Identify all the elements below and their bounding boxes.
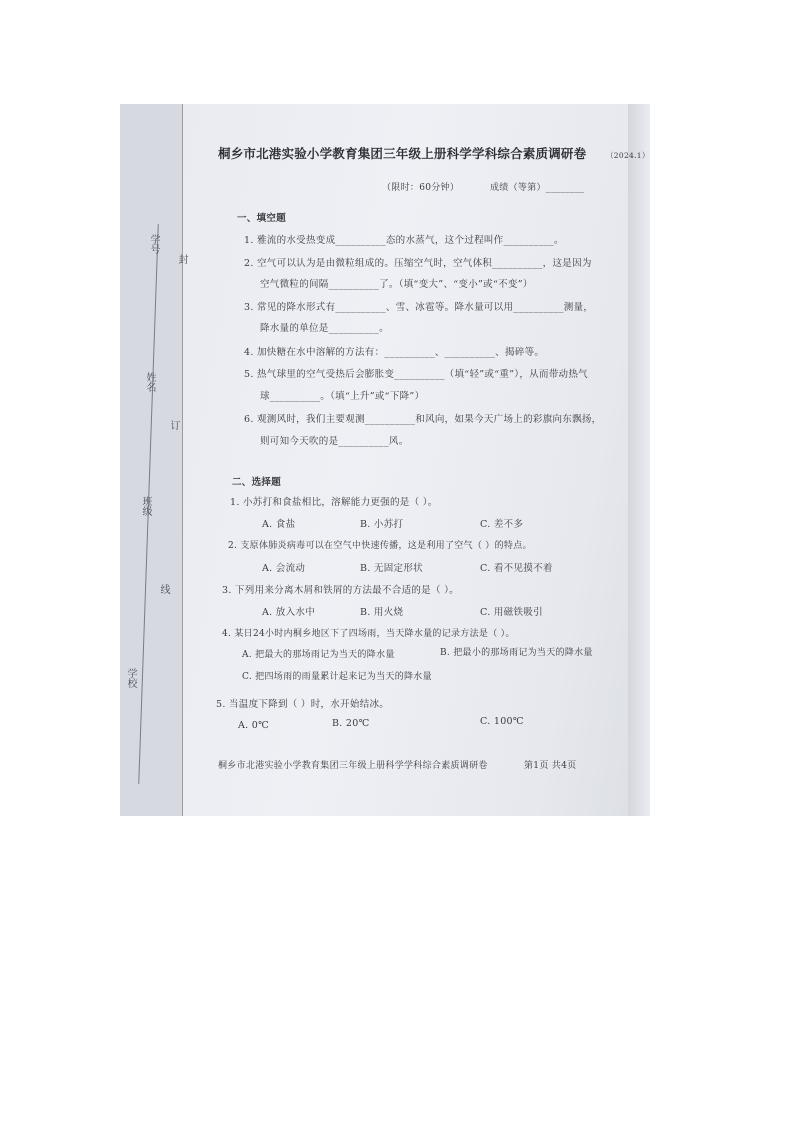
page-number: 第1页 共4页	[524, 761, 577, 771]
label-name: 姓名	[144, 372, 155, 392]
q5-option-a: A. 0℃	[238, 720, 270, 731]
exam-title: 桐乡市北港实验小学教育集团三年级上册科学学科综合素质调研卷	[218, 146, 587, 161]
seal-mark-feng: 封	[176, 254, 187, 264]
q4-option-b: B. 把最小的那场雨记为当天的降水量	[440, 648, 593, 658]
fill-question-5-cont: 球__________。（填“上升”或“下降”）	[260, 391, 425, 402]
fill-question-3-cont: 降水量的单位是__________。	[260, 323, 389, 334]
q3-option-a: A. 放入水中	[262, 607, 316, 618]
footer-title: 桐乡市北港实验小学教育集团三年级上册科学学科综合素质调研卷	[218, 761, 488, 771]
section-heading-fill: 一、填空题	[237, 213, 287, 224]
q4-option-c: C. 把四场雨的雨量累计起来记为当天的降水量	[242, 672, 432, 682]
label-school: 学校	[125, 668, 136, 688]
fill-question-5: 5. 热气球里的空气受热后会膨胀变__________（填“轻”或“重”），从而带动热气	[244, 369, 588, 380]
q1-option-c: C. 差不多	[480, 519, 524, 530]
q3-option-c: C. 用磁铁吸引	[480, 607, 543, 618]
page-curl	[628, 104, 650, 816]
choice-question-2: 2. 支原体肺炎病毒可以在空气中快速传播，这是利用了空气（ ）的特点。	[228, 541, 532, 551]
q4-option-a: A. 把最大的那场雨记为当天的降水量	[242, 650, 395, 660]
fill-question-4: 4. 加快糖在水中溶解的方法有：__________、__________、揭碎等。	[244, 347, 545, 358]
section-heading-choice: 二、选择题	[232, 477, 282, 488]
choice-question-1: 1. 小苏打和食盐相比，溶解能力更强的是（ ）。	[230, 497, 438, 508]
choice-question-4: 4. 某日24小时内桐乡地区下了四场雨，当天降水量的记录方法是（ ）。	[222, 629, 515, 639]
seal-mark-ding: 订	[168, 420, 179, 430]
label-class: 班级	[140, 496, 151, 516]
q1-option-b: B. 小苏打	[360, 519, 404, 530]
choice-question-3: 3. 下列用来分离木屑和铁屑的方法最不合适的是（ ）。	[222, 585, 459, 596]
fill-question-6: 6. 观测风时，我们主要观测__________和风向，如果今天广场上的彩旗向东飘扬，	[244, 414, 602, 425]
q3-option-b: B. 用火烧	[360, 607, 404, 618]
binding-line	[182, 104, 183, 816]
fill-question-3: 3. 常见的降水形式有__________、雪、冰雹等。降水量可以用__________测量，	[244, 302, 594, 313]
q2-option-a: A. 会流动	[262, 563, 306, 574]
time-limit: （限时：60分钟）	[382, 183, 460, 193]
fill-question-2-cont: 空气微粒的间隔__________了。（填“变大”、“变小”或“不变”）	[260, 279, 533, 290]
score-field[interactable]: 成绩（等第）________	[490, 183, 585, 193]
fill-question-1: 1. 雅流的水受热变成__________态的水蒸气，这个过程叫作__________。	[244, 235, 564, 246]
q2-option-b: B. 无固定形状	[360, 563, 423, 574]
exam-sheet	[182, 104, 650, 816]
q5-option-b: B. 20℃	[332, 718, 370, 729]
scanned-photo	[120, 104, 650, 816]
exam-year-tag: （2024.1）	[606, 151, 650, 160]
seal-mark-xian: 线	[158, 584, 169, 594]
label-student-number: 学号	[148, 234, 159, 254]
q1-option-a: A. 食盐	[262, 519, 296, 530]
q2-option-c: C. 看不见摸不着	[480, 563, 553, 574]
fill-question-2: 2. 空气可以认为是由微粒组成的。压缩空气时，空气体积__________，这是因为	[244, 258, 592, 269]
choice-question-5: 5. 当温度下降到（ ）时，水开始结冰。	[216, 699, 390, 710]
q5-option-c: C. 100℃	[480, 716, 524, 727]
fill-question-6-cont: 则可知今天吹的是__________风。	[260, 436, 409, 447]
